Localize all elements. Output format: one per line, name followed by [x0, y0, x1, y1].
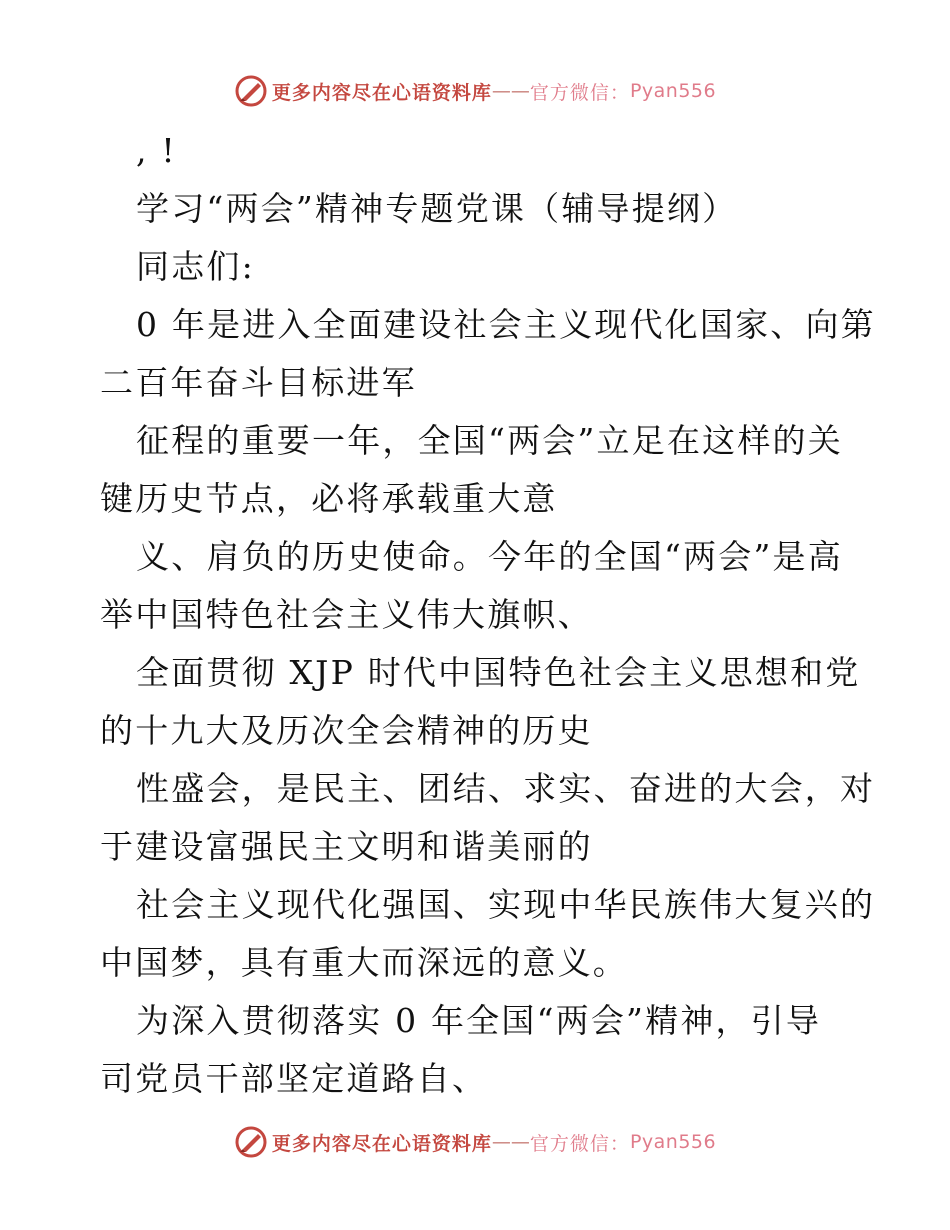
text-line: 社会主义现代化强国、实现中华民族伟大复兴的 [136, 885, 876, 924]
text-line: 中国梦，具有重大而深远的意义。 [100, 943, 628, 982]
brand-logo-icon [234, 1125, 268, 1159]
text-line: 全面贯彻 XJP 时代中国特色社会主义思想和党 [136, 653, 861, 692]
text-line: 0 年是进入全面建设社会主义现代化国家、向第 [136, 305, 876, 344]
text-line: 于建设富强民主文明和谐美丽的 [100, 827, 593, 866]
text-line: 键历史节点，必将承载重大意 [100, 479, 558, 518]
watermark-sub-text: 官方微信： [529, 1132, 630, 1155]
text-line: 二百年奋斗目标进军 [100, 363, 417, 402]
text-line: 义、肩负的历史使命。今年的全国“两会”是高 [136, 537, 843, 576]
watermark-dash: —— [491, 1131, 530, 1153]
watermark-dash: —— [491, 80, 530, 102]
text-line: 征程的重要一年，全国“两会”立足在这样的关 [136, 421, 843, 460]
watermark-main-text: 更多内容尽在心语资料库 [271, 81, 492, 104]
watermark-footer [0, 1122, 950, 1162]
watermark-main-text: 更多内容尽在心语资料库 [271, 1132, 492, 1155]
watermark-wechat-id: Pyan556 [629, 1131, 717, 1153]
text-line: 为深入贯彻落实 0 年全国“两会”精神，引导 [136, 1001, 822, 1040]
brand-logo-icon [234, 74, 268, 108]
text-line: 性盛会，是民主、团结、求实、奋进的大会，对 [136, 769, 876, 808]
watermark-header [0, 71, 950, 111]
salutation: 同志们: [136, 247, 255, 286]
text-line: 的十九大及历次全会精神的历史 [100, 711, 593, 750]
document-title: 学习“两会”精神专题党课（辅导提纲） [136, 189, 738, 228]
text-line: 举中国特色社会主义伟大旗帜、 [100, 595, 593, 634]
watermark-wechat-id: Pyan556 [629, 80, 717, 102]
text-line: , ! [136, 131, 177, 170]
text-line: 司党员干部坚定道路自、 [100, 1059, 488, 1098]
watermark-sub-text: 官方微信： [529, 81, 630, 104]
